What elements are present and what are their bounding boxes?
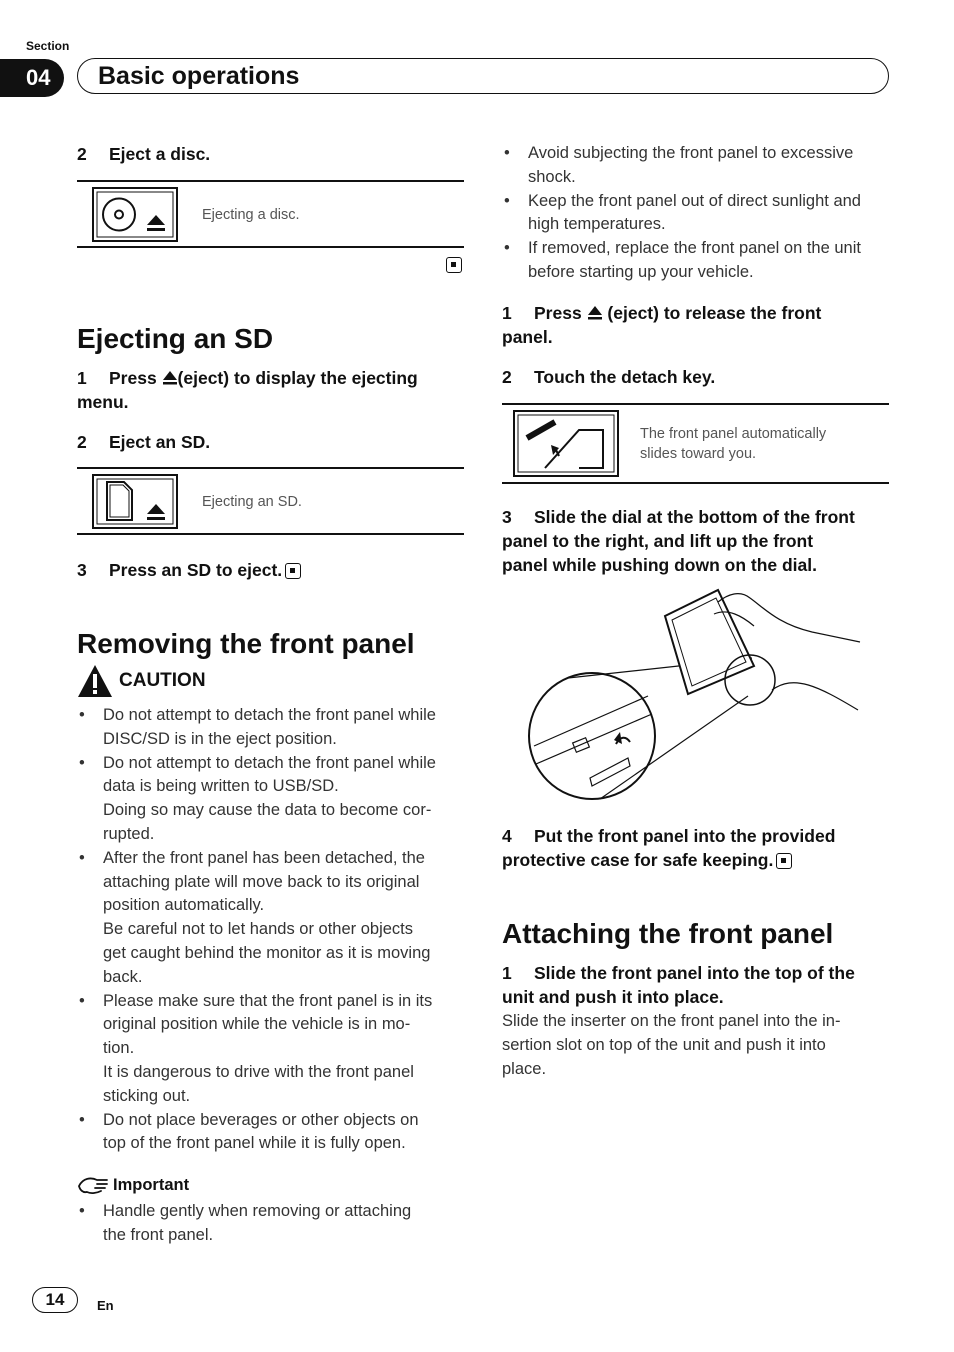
- step-eject-sd: 2 Eject an SD.: [77, 432, 211, 452]
- figure-caption: Ejecting an SD.: [202, 494, 302, 510]
- front-panel-bullet-list: [502, 142, 902, 285]
- section-title: Basic operations: [77, 58, 889, 94]
- warning-triangle-icon: [77, 664, 113, 698]
- disc-eject-key-icon: [92, 187, 178, 242]
- step-press-eject-sd: 1 Press (eject) to display the ejecting menu.: [77, 368, 418, 412]
- list-item: • Please make sure that the front panel is in its original position while the vehicle is in mo- tion. It is dangerous to drive with the front panel sticking out.: [77, 990, 477, 1109]
- eject-icon: [587, 305, 603, 320]
- end-mark-icon: [446, 256, 462, 274]
- list-item: • Handle gently when removing or attaching the front panel.: [77, 1200, 477, 1248]
- important-heading: [77, 1174, 189, 1196]
- language-label: En: [97, 1298, 114, 1313]
- step-press-sd: 3 Press an SD to eject.: [77, 558, 301, 582]
- list-item: • Do not attempt to detach the front panel while data is being written to USB/SD. Doing so may cause the data to become cor- rupted.: [77, 752, 477, 847]
- figure-caption: The front panel automatically slides toward you.: [640, 426, 827, 462]
- caution-heading: [77, 664, 206, 698]
- list-item: • If removed, replace the front panel on the unit before starting up your vehicle.: [502, 237, 902, 285]
- list-item: • Avoid subjecting the front panel to excessive shock.: [502, 142, 902, 190]
- section-label: Section: [26, 39, 70, 53]
- step-eject-disc: 2 Eject a disc.: [77, 144, 211, 164]
- list-item: • Keep the front panel out of direct sunlight and high temperatures.: [502, 190, 902, 238]
- heading-ejecting-sd: Ejecting an SD: [77, 323, 274, 354]
- caution-bullet-list: [77, 704, 477, 1156]
- step-slide-into-top: 1 Slide the front panel into the top of the unit and push it into place.: [502, 963, 855, 1007]
- step-put-in-case: 4 Put the front panel into the provided protective case for safe keeping.: [502, 826, 836, 870]
- heading-attaching-front-panel: Attaching the front panel: [502, 918, 834, 949]
- step-slide-dial: 3 Slide the dial at the bottom of the front panel to the right, and lift up the front panel while pushing down on the dial.: [502, 507, 855, 575]
- caution-label: CAUTION: [119, 670, 206, 691]
- list-item: • Do not attempt to detach the front panel while DISC/SD is in the eject position.: [77, 704, 477, 752]
- list-item: • After the front panel has been detached, the attaching plate will move back to its original position automatically. Be careful not to let hands or other objects get caught behind the monitor as it is moving back.: [77, 847, 477, 990]
- step-touch-detach: 2 Touch the detach key.: [502, 367, 716, 387]
- heading-removing-front-panel: Removing the front panel: [77, 628, 415, 659]
- sd-eject-key-icon: [92, 474, 178, 529]
- eject-icon: [162, 370, 178, 385]
- figure-caption: Ejecting a disc.: [202, 207, 300, 223]
- list-item: • Do not place beverages or other objects on top of the front panel while it is fully open.: [77, 1109, 477, 1157]
- page-number: 14: [32, 1287, 78, 1313]
- section-number: 04: [0, 59, 64, 97]
- figure-eject-disc: [77, 180, 464, 248]
- attaching-description: Slide the inserter on the front panel into the in- sertion slot on top of the unit and push it into place.: [502, 1012, 841, 1078]
- important-label: Important: [113, 1175, 190, 1194]
- important-bullet-list: [77, 1200, 477, 1248]
- end-mark-icon: [285, 563, 301, 579]
- figure-detach-key: [502, 403, 889, 484]
- end-mark-icon: [776, 853, 792, 869]
- important-hand-icon: [77, 1174, 109, 1196]
- figure-eject-sd: [77, 467, 464, 535]
- front-panel-removal-illustration: [528, 586, 864, 804]
- detach-key-icon: [513, 410, 619, 477]
- step-press-eject-release: 1 Press (eject) to release the front panel.: [502, 303, 822, 347]
